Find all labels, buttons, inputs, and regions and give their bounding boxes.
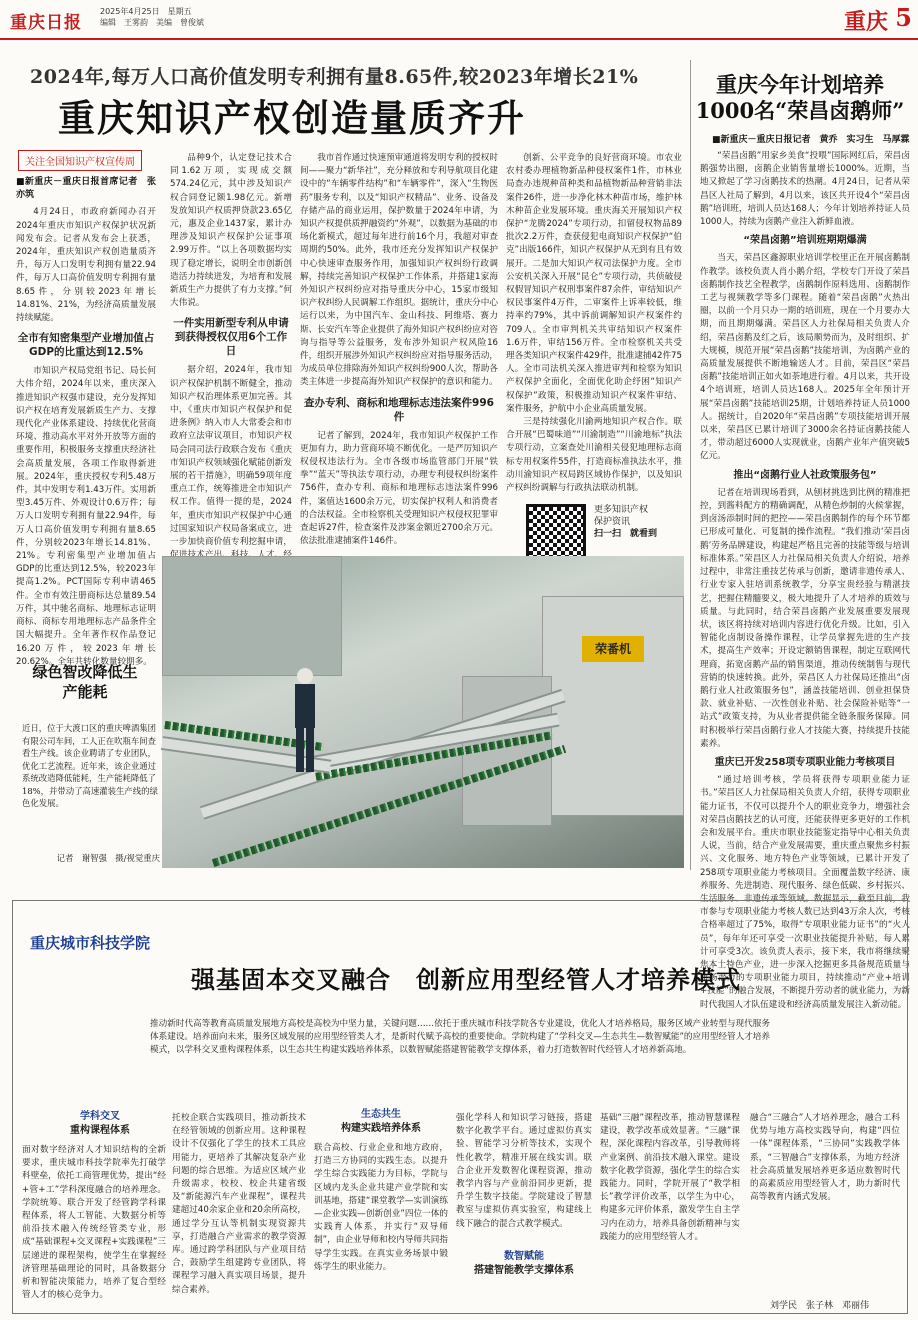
page-number: 5 xyxy=(895,3,912,32)
newspaper-logo: 重庆日报 xyxy=(10,13,82,33)
qr-label-line: 扫一扫 就看到 xyxy=(594,529,658,539)
issue-date: 2025年4月25日 星期五 xyxy=(100,7,192,16)
college-feature-intro: 推动新时代高等教育高质量发展地方高校是高校为中坚力量，关键问题……依托于重庆城市科技学院各专业建设，优化人才培养格局，服务区域产业转型与现代服务体系建设。培养面向未来，服务区域发展的应用型经管类人才，是新时代赋予高校的重要使命。学院构建了“学科交叉—生态共生—数智赋能”的应用型经管人才培养模式，以学科交叉重构课程体系，以生态共生构建实践培养体系，以数智赋能搭建智能教学支撑体系，着力打造数智时代经管人才培养新高地。 xyxy=(150,1019,770,1055)
lead-subhead: 查办专利、商标和地理标志违法案件996件 xyxy=(304,396,494,423)
college-feature-title: 强基固本交叉融合 创新应用型经管人才培养模式 xyxy=(191,965,741,994)
right-paragraph: “通过培训考核，学员将获得专项职业能力证书。”荣昌区人力社保局相关负责人介绍，获得专项职业能力证书，不仅可以提升个人的职业竞争力，增强社会对荣昌卤鹅技艺的认可度，还能获得更多更好的工作机会和发展平台。重庆市职业技能鉴定指导中心相关负责人说，当前，结合产业发展需要，重庆重点聚焦乡村振兴、文化服务、地方特色产业等领域，已累计开发了258项专项职业能力考核项目。全面覆盖数字经济、康养服务、先进制造、现代服务、绿色低碳、乡村振兴、生活服务、非遗传承等领域。数据显示，截至目前，我市参与专项职业能力考核人数已达到43万余人次，考核合格率超过了75%，取得“专项职业能力证书”的“火人员”，每年年还可享受一次职业技能提升补贴，每人累计可享受3次。该负责人表示，接下来，我市将继续聚焦本土特色产业，进一步深入挖掘更多具备规范质量与市场潜力的专项职业能力项目，持续推动“产业+培训+技能”的融合发展，不断提升劳动者的就业能力，为新时代我国人才队伍建设和经济高质量发展注入新动能。 xyxy=(700,775,910,1010)
photo-credit: 记者 谢智强 摄/视觉重庆 xyxy=(56,853,160,863)
qr-label-line: 保护资讯 xyxy=(594,517,631,527)
lead-column-4 xyxy=(506,152,682,498)
right-story-title: 重庆今年计划培养1000名“荣昌卤鹅师” xyxy=(695,72,905,123)
lead-paragraph: 三是持续强化川渝两地知识产权合作。联合开展“巴蜀味道”“川渝制造”“川渝地标”执法专项行动，立案查处川渝相关侵犯地理标志商标专用权案件55件，打造商标准执法水平，推动川渝知识产权局跨区域协作保护，以及知识产权纠纷调解与行政执法联动机制。 xyxy=(506,417,682,494)
feature-credit: 刘学民 张子林 邓丽伟 xyxy=(770,1301,870,1311)
photo-caption-title: 绿色智改降低生产能耗 xyxy=(32,663,138,701)
lead-subtitle: 2024年,每万人口高价值发明专利拥有量8.65件,较2023年增长21% xyxy=(30,66,639,88)
photo-machine xyxy=(542,596,684,816)
feature-column-2: 托校企联合实践项目，推动新技术在经管领域的创新应用。这种课程设计不仅强化了学生的技术工具应用能力，更培养了其解决复杂产业问题的综合思维。为适应区域产业升级需求，校校、校企共建省级及“新能源汽车产业课程”，课程共建超过40余家企业和20余所高校，通过学分互认等机制实现资源共享，打造融合产业需求的教学资源库。通过跨学科团队与产业项目结合，鼓励学生组建跨专业团队，将课程学习融入真实项目场景，提升综合素养。 xyxy=(172,1113,306,1295)
qr-code[interactable] xyxy=(526,504,586,564)
right-subhead: 重庆已开发258项专项职业能力考核项目 xyxy=(714,756,896,768)
lead-paragraph: 4月24日，市政府新闻办召开2024年重庆市知识产权保护状况新闻发布会。记者从发布会上获悉，2024年，重庆知识产权创造量质齐升，每万人口发明专利拥有量22.94件，每万人口高价值发明专利拥有量8.65件，分别较2023年增长14.81%、21%，为经济高质量发展持续赋能。 xyxy=(16,207,156,324)
feature-subhead-title: 构建实践培养体系 xyxy=(341,1123,421,1134)
feature-column-6: 融合“三融合”人才培养理念，融合工科优势与地方高校实践导向，构建“四位一体”课程体系，“三协同”实践教学体系，“三智融合”支撑体系，为地方经济社会高质量发展培养更多适应数智时代的高素质应用型经管人才，助力新时代高等教育内涵式发展。 xyxy=(750,1113,900,1203)
lead-column-1 xyxy=(16,176,156,667)
feature-subhead-kicker: 学科交叉 xyxy=(80,1111,120,1122)
photo-caption: 近日，位于大渡口区的重庆啤酒集团有限公司车间，工人正在吹瓶车间查看生产线。该企业聘请了专业团队，优化工艺流程。近年来，该企业通过系统改造降低能耗，生产能耗降低了18%，并带动了高速灌装生产线的绿色化发展。 xyxy=(22,723,158,808)
lead-paragraph: 市知识产权局党组书记、局长何大伟介绍，2024年以来，重庆深入推进知识产权强市建设，充分发挥知识产权在培育发展新质生产力、支撑现代化产业体系建设、持续优化营商环境、推动高水平对外开放等方面的重要作用，积极服务支撑重庆经济社会高质量发展，各项工作取得新进展。2024年，重庆授权专利5.48万件，其中发明专利1.43万件。实用新型3.45万件、外观设计0.6万件；每万人口发明专利拥有量22.94件，每万人口高价值发明专利拥有量8.65件，分别较2023年增长14.81%、21%。专利密集型产业增加值占GDP的比重达到12.5%，较2023年提高1.2%。PCT国际专利申请465件。全市有效注册商标达总量89.54万件，其中驰名商标、地理标志证明商标、商标专用地理标志产品条件全国大幅提升。全年著作权作品登记16.20万件，较2023年增长20.62%。全年共转化数量较期多。 xyxy=(16,366,156,667)
worker-figure xyxy=(290,666,320,776)
machine-sign: 荣番机 xyxy=(582,636,644,662)
issue-info xyxy=(100,6,204,28)
right-story-byline: ■新重庆－重庆日报记者 黄乔 实习生 马厚霖 xyxy=(712,135,910,145)
feature-subhead xyxy=(40,1110,160,1138)
right-story-body xyxy=(700,150,910,1010)
lead-byline: ■新重庆－重庆日报首席记者 张亦筑 xyxy=(16,177,156,201)
lead-column-3 xyxy=(300,152,498,554)
topic-tag: 关注全国知识产权宣传周 xyxy=(18,150,142,171)
lead-column-2 xyxy=(170,152,292,554)
factory-photo xyxy=(162,556,684,868)
right-paragraph: “荣昌卤鹅”用家乡美食“投喂”国际网红后，荣昌卤鹅强势出圈，卤鹅企业销售量增长1000%。近期，当地又掀起了学习卤鹅技术的热潮。4月24日，记者从荣昌区人社局了解到，4月以来，该区共开设4个“荣昌卤鹅”培训班，培训人员达168人；今年计划培养持证人员1000人，持续为卤鹅产业注入新鲜血液。 xyxy=(700,151,910,228)
lead-paragraph: 据介绍，2024年，我市知识产权保护机制不断健全，推动知识产权治理体系更加完善。其中，《重庆市知识产权保护和促进条例》纳入市人大常委会和市政府立法审议项目，市知识产权局会同司法行政联合发布《重庆市知识产权领域强化赋能创新发展的若干措施》，明确59项年度重点工作，统筹推进全市知识产权工作。值得一提的是，2024年，重庆市知识产权保护中心通过国家知识产权局备案成立，进一步加快商价值专利挖掘申请， xyxy=(170,365,292,548)
feature-subhead-title: 搭建智能教学支撑体系 xyxy=(474,1265,574,1276)
lead-paragraph: 我市首作通过快速预审通道将发明专利的授权时间——聚力“新华社”，充分释放和专利导航项目化建设中的“车辆零件结构”和“车辆零件”，深入“生物医药”服务专利，以及“知识产权精品”、业务、设备及存储产品的商业运用，保护数量于2024年申请，为知识产权提供质押融资约“外观”，以数据为基础的市场化新模式，超过每年进行前16个月，我超对审查周期约50%。此外，我市还充分发挥知识产权保护中心快速审查服务作用，加强知识产权纠纷行政调解，持续完善知识产权保护工作体系，并搭建1家海外知识产权纠纷应对指导重庆分中心，15家市级知识产权纠纷人民调解工作组织。据统计，重庆分中心运行以来，为中国汽车、金山科技、阿维塔、赛力斯、长安汽车等企业提供了海外知识产权纠纷应对咨询与指导等公益服务，发布涉外知识产权风险16件，组织开展涉外知识产权纠纷应对指导服务活动，为成员单位排除海外知识产权纠纷900人次，帮助各类主体进一步提高海外知识产权保护的意识和能力。 xyxy=(300,153,498,388)
lead-paragraph: 记者了解到，2024年，我市知识产权保护工作更加有力，助力营商环境不断优化。一是严厉知识产权侵权违法行为。全市各级市场监管部门开展“铁拳”“蓝天”等执法专项行动，办理专利侵权纠纷案件756件，查办专利、商标和地理标志违法案件996件，案值达1600余万元，切实保护权利人和消费者的合法权益。全市检察机关受理知识产权侵权犯罪审查起诉27件，检查案件及涉案金额近2700余万元。依法批准逮捕案件146件。 xyxy=(300,430,498,547)
feature-subhead xyxy=(456,1250,592,1278)
lead-subhead: 一件实用新型专利从申请到获得授权仅用6个工作日 xyxy=(173,317,289,358)
feature-subhead xyxy=(316,1108,446,1136)
feature-column-4: 强化学科人和知识学习链接，搭建数字化教学平台。通过虚拟仿真实验、智能学习分析等技术，实现个性化教学，精准开展在线实训。联合企业开发数智化课程资源，推动教学内容与产业前沿同步更新，提升学生数字技能。学院建设了智慧教室与虚拟仿真实验室，构建线上线下融合的混合式教学模式。 xyxy=(456,1113,592,1229)
lead-title: 重庆知识产权创造量质齐升 xyxy=(58,96,526,140)
lead-paragraph: 品种9个，认定登记技术合同1.62万项，实现成交额574.24亿元，其中涉及知识产权合同登记额1.98亿元。新增发放知识产权质押贷款23.65亿元，惠及企业1437家，累计办理涉及知识产权保护公证事项2.99万件。“以上各项数据均实现了稳定增长，说明全市创新创造活力持续迸发，为培育和发展新质生产力提供了有力支撑。”何大伟说。 xyxy=(170,153,292,309)
lead-subhead: 全市有知密集型产业增加值占GDP的比重达到12.5% xyxy=(17,332,155,359)
right-subhead: “荣昌卤鹅”培训班期期爆满 xyxy=(743,235,867,247)
right-paragraph: 记者在培训现场看到，从刨材挑选到比例的精准把控，到酱料配方的精确调配，从精色炒制的火候掌握，到卤汤添制时间的把控——荣昌卤鹅制作的每个环节都已形成可量化、可复制的操作流程。“我们推动‘荣昌卤鹅’劳务品牌建设，构建起严格且完善的技能等级与培训标准体系。”荣昌区人力社保局相关负责人介绍说，培养过程中，非常注重技艺传承与创新，邀请非遗传承人、行业专家入驻培训系统教学，分享宝贵经验与精湛技艺，把握住精髓要义，极大地提升了人才培养的质效与质量。与此同时，结合荣昌卤鹅产业发展重要发展现状，该区将持续对培训内容进行优化升级。比如，引入智能化卤制设备操作课程，让学员掌握先进的生产技术，提高生产效率；开设定额销售课程，制定互联网代理商，拓宽卤鹅产品的销售渠道，推动传统制售与现代营销的快速转换。此外，荣昌区人力社保局还推出“卤鹅行业人社政策服务包”，涵盖技能培训、创业担保贷款、就业补贴、一次性创业补贴、社会保险补贴等“一站式”政策支持，为从业者提供能全链条服务保障。同时积极举行荣昌卤鹅行业人才技能大赛，持续提升技能素养。 xyxy=(700,487,910,749)
photo-machine xyxy=(162,556,342,676)
feature-subhead-kicker: 生态共生 xyxy=(361,1109,401,1120)
feature-subhead-title: 重构课程体系 xyxy=(70,1125,130,1136)
qr-label xyxy=(594,504,657,540)
lead-paragraph: 创新、公平竞争的良好营商环境。市农业农村委办理植物新品种侵权案件1件，市林业局查办违规种苗种类和品植物新品种营销非法案件26件，进一步净化林木种苗市场，维护林木种苗企业发展环境。重庆海关开展知识产权保护“龙腾2024”专项行动，扣留侵权物品89批次2.2万件，查获侵犯电商知识产权保护“伯克”出版166件，知识产权保护从无到有且有效展开。二是加大知识产权司法保护力度。全市公安机关深入开展“昆仑”专项行动，共侦破侵权假冒知识产权刑事案件87余件，审结知识产权民事案件4万件，二审案件上诉率较低，维持率约79%，其中诉前调解知识产权案件约709人。全市审判机关共审结知识产权案件1.6万件，审结156万件。全市检察机关共受理各类知识产权案件429件，批准逮捕42件75人。全市司法机关深入推进审判和检察为知识产权保护全面化，全面优化助企纾困“知识产权保护”政策，积极推动知识产权案件审结、案件服务，护航中小企业高质量发展。 xyxy=(506,153,682,414)
masthead xyxy=(0,0,918,40)
qr-label-line: 更多知识产权 xyxy=(594,505,649,515)
issue-editors: 编辑 王雾韵 美编 曾俊斌 xyxy=(100,18,204,27)
section-name: 重庆 xyxy=(843,9,888,35)
feature-column-1: 面对数字经济对人才知识结构的全新要求，重庆城市科技学院率先打破学科壁垒，依托工商管理优势，提出“经+管+工”学科深度融合的培养理念。学院统筹、联合开发了经管跨学科课程体系，将人工智能、大数据分析等前沿技术融入传统经管类专业，形成“基础课程+交叉课程+实践课程”三层递进的课程架构，使学生在掌握经济管理基础理论的同时，具备数据分析和智能决策能力，培养了复合型经管人才的核心竞争力。 xyxy=(22,1145,166,1301)
college-name: 重庆城市科技学院 xyxy=(30,934,151,952)
right-paragraph: 当天，荣昌区鑫源职业培训学校里正在开展卤鹅制作教学。该校负责人肖小鹅介绍，学校专门开设了荣昌卤鹅制作技艺全程教学，卤鹅制作原料选用、卤鹅制作工艺与视频教学等多门课程。随着“荣昌卤鹅”火热出圈，以前一个月只办一期的培训班，现在一个月要办大期，而且期期爆满。荣昌区人力社保局相关负责人介绍，荣昌卤鹅及红之后，该局顺势而为，及时组织、扩大规模，规范开展“荣昌卤鹅”技能培训，为卤鹅产业的高质量发展提供不断地输送人才。目前，荣昌区“荣昌卤鹅”技能培训正如火如荼地进行着。4月以来，共开设4个培训班，培训人员达168人。2025年全年预计开展“荣昌卤鹅”技能培训25期，计划培养持证人员1000人。据统计，自2020年“荣昌卤鹅”专项技能培训开展以来，荣昌区已累计培训了3000余名持证卤鹅技能人才，带动超过6000人实现就业，卤鹅产业年产值突破5亿元。 xyxy=(700,253,910,462)
right-subhead: 推出“卤鹅行业人社政策服务包” xyxy=(733,469,877,481)
feature-subhead-kicker: 数智赋能 xyxy=(504,1251,544,1262)
feature-column-3: 联合高校、行业企业和地方政府，打造三方协同的实践生态。以提升学生综合实践能力为目标，学院与区域内龙头企业共建产业学院和实训基地，搭建“课堂教学—实训演练—企业实践—创新创业”四位一体的实践育人体系，并实行“双导师制”，由企业导师和校内导师共同指导学生实践。在真实业务场景中锻炼学生的职业能力。 xyxy=(314,1143,448,1272)
feature-column-5: 基础“三融”课程改革，推动智慧课程建设，教学改革成效显著。“三融”课程，深化课程内容改革，引导教师将产业案例、前沿技术融入课堂。建设数字化教学资源，强化学生的综合实践能力。同时，学院开展了“教学相长”教学评价改革，以学生为中心，构建多元评价体系，激发学生自主学习内在动力，培养具备创新精神与实践能力的应用型经管人才。 xyxy=(600,1113,740,1242)
column-divider xyxy=(690,60,691,870)
